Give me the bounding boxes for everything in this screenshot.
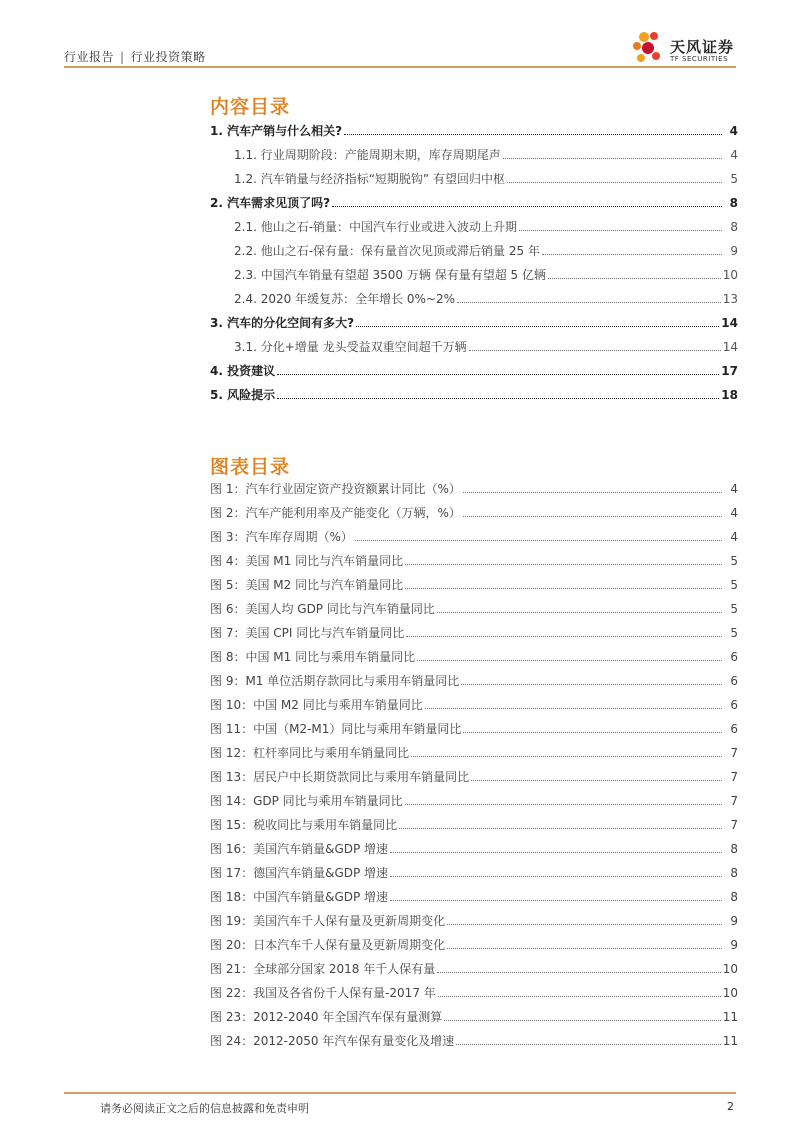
page-ref: 4 xyxy=(730,530,738,544)
page-ref: 8 xyxy=(730,890,738,904)
page-ref: 4 xyxy=(729,124,738,138)
figure-entry[interactable] xyxy=(210,768,738,792)
figure-entry-text: 图 4：美国 M1 同比与汽车销量同比 xyxy=(210,554,404,568)
leader-dots xyxy=(503,158,722,159)
page-ref: 5 xyxy=(730,554,738,568)
leader-dots xyxy=(548,278,721,279)
leader-dots xyxy=(463,516,722,517)
page-ref: 8 xyxy=(730,220,738,234)
figure-entry[interactable] xyxy=(210,480,738,504)
figure-entry[interactable] xyxy=(210,672,738,696)
page-ref: 7 xyxy=(730,746,738,760)
toc-entry-text: 5. 风险提示 xyxy=(210,388,276,402)
leader-dots xyxy=(447,924,722,925)
toc-entry[interactable] xyxy=(210,122,738,146)
toc-entry[interactable] xyxy=(210,338,738,362)
leader-dots xyxy=(417,660,722,661)
leader-dots xyxy=(406,636,722,637)
figure-entry[interactable] xyxy=(210,864,738,888)
page-ref: 6 xyxy=(730,650,738,664)
report-category: 行业投资策略 xyxy=(130,50,206,64)
page-ref: 8 xyxy=(730,866,738,880)
figure-entry[interactable] xyxy=(210,816,738,840)
figure-entry-text: 图 24：2012-2050 年汽车保有量变化及增速 xyxy=(210,1034,455,1048)
leader-dots xyxy=(456,1044,720,1045)
toc-entry-text: 1.2. 汽车销量与经济指标“短期脱钩” 有望回归中枢 xyxy=(234,172,505,186)
toc-entry[interactable] xyxy=(210,386,738,410)
leader-dots xyxy=(437,972,720,973)
figure-entry[interactable] xyxy=(210,696,738,720)
toc-entry-text: 2.1. 他山之石-销量：中国汽车行业或进入波动上升期 xyxy=(234,220,518,234)
toc-entry[interactable] xyxy=(210,194,738,218)
brand-name: 天风证券 xyxy=(670,38,735,56)
report-type: 行业报告 xyxy=(64,50,115,64)
leader-dots xyxy=(405,564,722,565)
figure-entry[interactable] xyxy=(210,576,738,600)
header-rule xyxy=(64,66,736,68)
figure-entry-text: 图 23：2012-2040 年全国汽车保有量测算 xyxy=(210,1010,443,1024)
page-ref: 11 xyxy=(722,1034,738,1048)
leader-dots xyxy=(390,900,722,901)
table-of-contents xyxy=(210,122,738,410)
toc-entry-text: 1. 汽车产销与什么相关? xyxy=(210,124,343,138)
leader-dots xyxy=(469,350,721,351)
page-ref: 14 xyxy=(721,316,738,330)
leader-dots xyxy=(463,492,722,493)
figure-entry-text: 图 21：全球部分国家 2018 年千人保有量 xyxy=(210,962,436,976)
leader-dots xyxy=(519,230,722,231)
page-ref: 14 xyxy=(722,340,738,354)
header-separator: | xyxy=(120,50,125,64)
figure-entry[interactable] xyxy=(210,648,738,672)
leader-dots xyxy=(356,326,719,327)
page-ref: 6 xyxy=(730,674,738,688)
figure-entry-text: 图 15：税收同比与乘用车销量同比 xyxy=(210,818,398,832)
toc-entry[interactable] xyxy=(210,146,738,170)
figure-list-title: 图表目录 xyxy=(210,456,291,478)
page-ref: 5 xyxy=(730,172,738,186)
toc-entry[interactable] xyxy=(210,218,738,242)
figure-entry-text: 图 22：我国及各省份千人保有量-2017 年 xyxy=(210,986,436,1000)
toc-entry-text: 3.1. 分化+增量 龙头受益双重空间超千万辆 xyxy=(234,340,467,354)
page-header xyxy=(64,48,206,65)
page-ref: 9 xyxy=(730,914,738,928)
figure-entry[interactable] xyxy=(210,792,738,816)
figure-entry-text: 图 17：德国汽车销量&GDP 增速 xyxy=(210,866,389,880)
leader-dots xyxy=(457,302,721,303)
toc-entry-text: 1.1. 行业周期阶段：产能周期末期，库存周期尾声 xyxy=(234,148,501,162)
figure-entry[interactable] xyxy=(210,1008,738,1032)
figure-entry[interactable] xyxy=(210,984,738,1008)
figure-entry-text: 图 16：美国汽车销量&GDP 增速 xyxy=(210,842,389,856)
figure-entry[interactable] xyxy=(210,624,738,648)
page-ref: 10 xyxy=(722,986,738,1000)
disclaimer-text: 请务必阅读正文之后的信息披露和免责申明 xyxy=(100,1102,309,1115)
page-ref: 4 xyxy=(730,482,738,496)
page-ref: 6 xyxy=(730,722,738,736)
toc-entry[interactable] xyxy=(210,362,738,386)
page-ref: 13 xyxy=(722,292,738,306)
figure-entry-text: 图 11：中国（M2-M1）同比与乘用车销量同比 xyxy=(210,722,462,736)
leader-dots xyxy=(405,588,722,589)
leader-dots xyxy=(437,612,722,613)
figure-entry-text: 图 20：日本汽车千人保有量及更新周期变化 xyxy=(210,938,446,952)
figure-entry[interactable] xyxy=(210,720,738,744)
page-ref: 7 xyxy=(730,794,738,808)
figure-entry-text: 图 3：汽车库存周期（%） xyxy=(210,530,353,544)
leader-dots xyxy=(471,780,722,781)
figure-entry-text: 图 5：美国 M2 同比与汽车销量同比 xyxy=(210,578,404,592)
figure-entry-text: 图 13：居民户中长期贷款同比与乘用车销量同比 xyxy=(210,770,470,784)
figure-entry-text: 图 14：GDP 同比与乘用车销量同比 xyxy=(210,794,403,808)
leader-dots xyxy=(542,254,722,255)
figure-entry-text: 图 12：杠杆率同比与乘用车销量同比 xyxy=(210,746,410,760)
page-ref: 5 xyxy=(730,626,738,640)
figure-entry-text: 图 1：汽车行业固定资产投资额累计同比（%） xyxy=(210,482,461,496)
page-ref: 10 xyxy=(722,268,738,282)
leader-dots xyxy=(405,804,722,805)
toc-entry[interactable] xyxy=(210,266,738,290)
figure-entry-text: 图 18：中国汽车销量&GDP 增速 xyxy=(210,890,389,904)
toc-entry[interactable] xyxy=(210,242,738,266)
figure-entry-text: 图 6：美国人均 GDP 同比与汽车销量同比 xyxy=(210,602,435,616)
leader-dots xyxy=(461,684,722,685)
page-ref: 17 xyxy=(721,364,738,378)
leader-dots xyxy=(507,182,722,183)
page-ref: 9 xyxy=(730,244,738,258)
leader-dots xyxy=(355,540,722,541)
leader-dots xyxy=(425,708,722,709)
leader-dots xyxy=(447,948,722,949)
figure-entry-text: 图 10：中国 M2 同比与乘用车销量同比 xyxy=(210,698,423,712)
leader-dots xyxy=(390,852,722,853)
figure-entry[interactable] xyxy=(210,1032,738,1056)
figure-entry-text: 图 8：中国 M1 同比与乘用车销量同比 xyxy=(210,650,416,664)
page-number: 2 xyxy=(727,1100,734,1113)
figure-entry[interactable] xyxy=(210,528,738,552)
leader-dots xyxy=(438,996,721,997)
page-ref: 8 xyxy=(729,196,738,210)
toc-entry-text: 2.3. 中国汽车销量有望超 3500 万辆 保有量有望超 5 亿辆 xyxy=(234,268,546,282)
leader-dots xyxy=(277,374,719,375)
page-ref: 18 xyxy=(721,388,738,402)
figure-entry[interactable] xyxy=(210,744,738,768)
toc-entry[interactable] xyxy=(210,314,738,338)
page-ref: 4 xyxy=(730,148,738,162)
page-ref: 5 xyxy=(730,578,738,592)
page-ref: 6 xyxy=(730,698,738,712)
page-ref: 7 xyxy=(730,770,738,784)
figure-entry[interactable] xyxy=(210,504,738,528)
figure-list xyxy=(210,480,738,1056)
leader-dots xyxy=(399,828,722,829)
figure-entry[interactable] xyxy=(210,912,738,936)
toc-entry-text: 3. 汽车的分化空间有多大? xyxy=(210,316,355,330)
page-ref: 9 xyxy=(730,938,738,952)
toc-entry[interactable] xyxy=(210,170,738,194)
toc-entry[interactable] xyxy=(210,290,738,314)
figure-entry[interactable] xyxy=(210,552,738,576)
page-ref: 11 xyxy=(722,1010,738,1024)
leader-dots xyxy=(344,134,722,135)
figure-entry[interactable] xyxy=(210,960,738,984)
toc-title: 内容目录 xyxy=(210,96,291,118)
page-ref: 5 xyxy=(730,602,738,616)
page-ref: 4 xyxy=(730,506,738,520)
toc-entry-text: 4. 投资建议 xyxy=(210,364,276,378)
leader-dots xyxy=(411,756,722,757)
figure-entry-text: 图 7：美国 CPI 同比与汽车销量同比 xyxy=(210,626,405,640)
figure-entry[interactable] xyxy=(210,888,738,912)
leader-dots xyxy=(277,398,719,399)
figure-entry[interactable] xyxy=(210,600,738,624)
figure-entry[interactable] xyxy=(210,936,738,960)
figure-entry-text: 图 19：美国汽车千人保有量及更新周期变化 xyxy=(210,914,446,928)
toc-entry-text: 2. 汽车需求见顶了吗? xyxy=(210,196,331,210)
figure-entry-text: 图 2：汽车产能利用率及产能变化（万辆，%） xyxy=(210,506,461,520)
toc-entry-text: 2.2. 他山之石-保有量：保有量首次见顶或滞后销量 25 年 xyxy=(234,244,540,258)
toc-entry-text: 2.4. 2020 年缓复苏：全年增长 0%~2% xyxy=(234,292,456,306)
figure-entry[interactable] xyxy=(210,840,738,864)
brand-subtitle: TF SECURITIES xyxy=(670,55,729,63)
page-ref: 7 xyxy=(730,818,738,832)
footer-rule xyxy=(64,1092,736,1094)
leader-dots xyxy=(390,876,722,877)
figure-entry-text: 图 9：M1 单位活期存款同比与乘用车销量同比 xyxy=(210,674,460,688)
leader-dots xyxy=(444,1020,720,1021)
leader-dots xyxy=(463,732,722,733)
page-ref: 10 xyxy=(722,962,738,976)
leader-dots xyxy=(332,206,722,207)
page-ref: 8 xyxy=(730,842,738,856)
